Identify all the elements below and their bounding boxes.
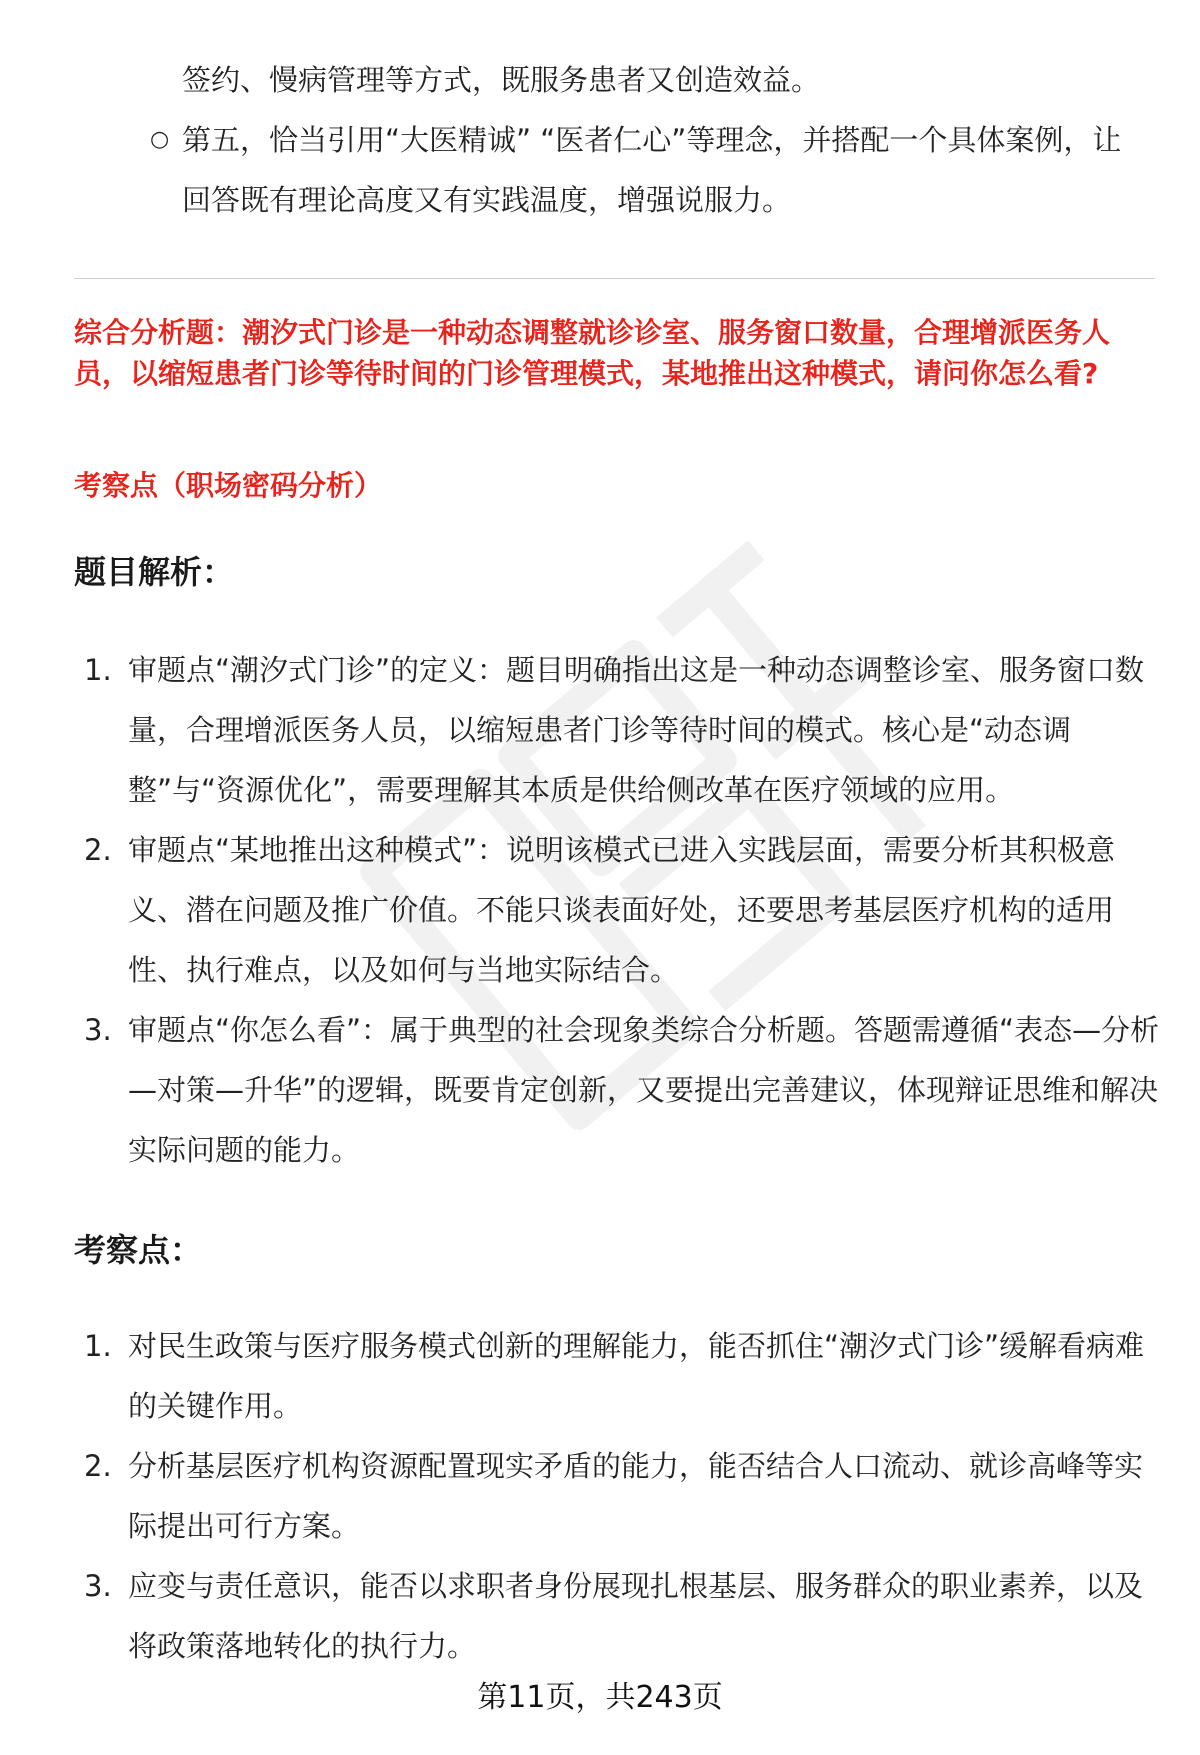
bullet-text: 第五，恰当引用“大医精诚” “医者仁心”等理念，并搭配一个具体案例，让回答既有理论高度又有实践温度，增强说服力。 xyxy=(182,123,1122,217)
list-item-number: 1. xyxy=(84,653,112,687)
analysis-list xyxy=(82,640,1162,1180)
points-list xyxy=(82,1316,1162,1676)
list-item-text: 审题点“你怎么看”：属于典型的社会现象类综合分析题。答题需遵循“表态—分析—对策—升华”的逻辑，既要肯定创新，又要提出完善建议，体现辩证思维和解决实际问题的能力。 xyxy=(128,1013,1160,1167)
continuation-line: 签约、慢病管理等方式，既服务患者又创造效益。 xyxy=(182,63,821,97)
list-item-number: 2. xyxy=(84,1449,112,1483)
list-item-text: 应变与责任意识，能否以求职者身份展现扎根基层、服务群众的职业素养，以及将政策落地转化的执行力。 xyxy=(128,1569,1144,1663)
list-item xyxy=(82,1436,1162,1556)
bullet-marker: ○ xyxy=(150,127,170,152)
list-item xyxy=(82,820,1162,1000)
list-item xyxy=(82,1556,1162,1676)
points-heading: 考察点： xyxy=(74,1231,203,1269)
section-divider xyxy=(74,278,1155,279)
list-item xyxy=(82,1316,1162,1436)
list-item-number: 1. xyxy=(84,1329,112,1363)
question-title: 综合分析题：潮汐式门诊是一种动态调整就诊诊室、服务窗口数量，合理增派医务人员，以缩短患者门诊等待时间的门诊管理模式，某地推出这种模式，请问你怎么看? xyxy=(74,316,1111,390)
list-item-number: 3. xyxy=(84,1569,112,1603)
list-item xyxy=(82,640,1162,820)
list-item-text: 分析基层医疗机构资源配置现实矛盾的能力，能否结合人口流动、就诊高峰等实际提出可行方案。 xyxy=(128,1449,1144,1543)
list-item-text: 对民生政策与医疗服务模式创新的理解能力，能否抓住“潮汐式门诊”缓解看病难的关键作用。 xyxy=(128,1329,1145,1423)
page-footer: 第11页，共243页 xyxy=(477,1680,723,1715)
analysis-heading: 题目解析： xyxy=(74,553,235,591)
bullet-item xyxy=(150,110,1150,230)
list-item-number: 3. xyxy=(84,1013,112,1047)
points-tag: 考察点（职场密码分析） xyxy=(74,469,383,502)
list-item-text: 审题点“潮汐式门诊”的定义：题目明确指出这是一种动态调整诊室、服务窗口数量，合理增派医务人员，以缩短患者门诊等待时间的模式。核心是“动态调整”与“资源优化”，需要理解其本质是供给侧改革在医疗领域的应用。 xyxy=(128,653,1145,807)
list-item xyxy=(82,1000,1162,1180)
list-item-number: 2. xyxy=(84,833,112,867)
list-item-text: 审题点“某地推出这种模式”：说明该模式已进入实践层面，需要分析其积极意义、潜在问题及推广价值。不能只谈表面好处，还要思考基层医疗机构的适用性、执行难点，以及如何与当地实际结合。 xyxy=(128,833,1116,987)
